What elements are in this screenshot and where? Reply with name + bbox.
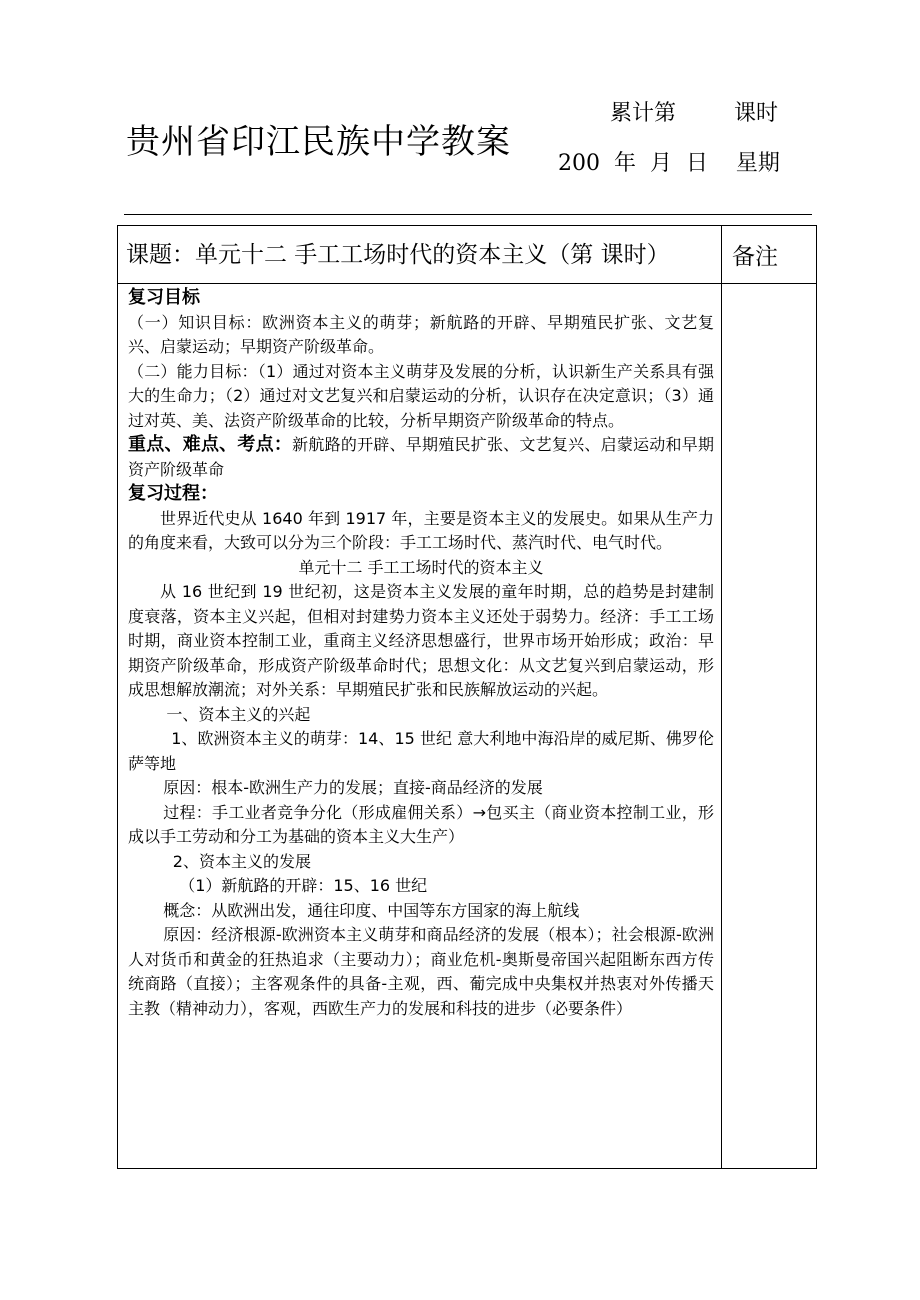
column-divider: [721, 226, 722, 1168]
process-1: 过程：手工业者竞争分化（形成雇佣关系）→包买主（商业资本控制工业，形成以手工劳动和分工为基础的资本主义大生产）: [128, 802, 714, 846]
header-row-divider: [118, 283, 816, 284]
lesson-content: [128, 286, 714, 1021]
unit-heading: 单元十二 手工工场时代的资本主义: [298, 557, 544, 577]
process-heading: 复习过程：: [128, 483, 218, 504]
cumulative-label: 累计第: [610, 101, 677, 126]
goal-knowledge: （一）知识目标：欧洲资本主义的萌芽；新航路的开辟、早期殖民扩张、文艺复兴、启蒙运动；早期资产阶级革命。: [128, 312, 714, 356]
reason-2: 原因：经济根源-欧洲资本主义萌芽和商品经济的发展（根本）；社会根源-欧洲人对货币和黄金的狂热追求（主要动力）；商业危机-奥斯曼帝国兴起阻断东西方传统商路（直接）；主客观条件的具备-主观，西、葡完成中央集权并热衷对外传播天主教（精神动力），客观，西欧生产力的发展和科技的进步（必要条件）: [128, 925, 714, 1018]
key-points-text: 新航路的开辟、早期殖民扩张、文艺复兴、启蒙运动和早期资产阶级革命: [128, 435, 714, 479]
concept: 概念：从欧洲出发，通往印度、中国等东方国家的海上航线: [163, 900, 580, 920]
period-label: 课时: [734, 101, 779, 126]
school-title: 贵州省印江民族中学教案: [126, 122, 511, 162]
item-2: 2、资本主义的发展: [172, 851, 311, 871]
remark-column-header: 备注: [732, 244, 778, 270]
item-1: 1、欧洲资本主义的萌芽：14、15 世纪 意大利地中海沿岸的威尼斯、佛罗伦萨等地: [128, 729, 714, 773]
reason-1: 原因：根本-欧洲生产力的发展；直接-商品经济的发展: [163, 778, 543, 797]
unit-overview: 从 16 世纪到 19 世纪初，这是资本主义发展的童年时期，总的趋势是封建制度衰落，资本主义兴起，但相对封建势力资本主义还处于弱势力。经济：手工工场时期，商业资本控制工业，重商主义经济思想盛行，世界市场开始形成；政治：早期资产阶级革命，形成资产阶级革命时代；思想文化：从文艺复兴到启蒙运动，形成思想解放潮流；对外关系：早期殖民扩张和民族解放运动的兴起。: [128, 582, 714, 699]
key-points-label: 重点、难点、考点：: [128, 434, 293, 455]
intro-paragraph: 世界近代史从 1640 年到 1917 年，主要是资本主义的发展史。如果从生产力的角度来看，大致可以分为三个阶段：手工工场时代、蒸汽时代、电气时代。: [128, 508, 714, 552]
section-1-heading: 一、资本主义的兴起: [166, 704, 311, 724]
lesson-title: 课题：单元十二 手工工场时代的资本主义（第 课时）: [126, 242, 670, 268]
lesson-plan-table: [117, 225, 817, 1169]
goal-ability: （二）能力目标：（1）通过对资本主义萌芽及发展的分析，认识新生产关系具有强大的生命力；（2）通过对文艺复兴和启蒙运动的分析，认识存在决定意识；（3）通过对英、美、法资产阶级革命的比较，分析早期资产阶级革命的特点。: [128, 361, 714, 430]
item-2-1: （1）新航路的开辟：15、16 世纪: [179, 876, 428, 895]
key-points: [128, 433, 714, 482]
date-line: 200 年 月 日 星期: [558, 151, 780, 176]
header-rule: [124, 214, 812, 215]
review-goals-heading: 复习目标: [128, 287, 200, 308]
